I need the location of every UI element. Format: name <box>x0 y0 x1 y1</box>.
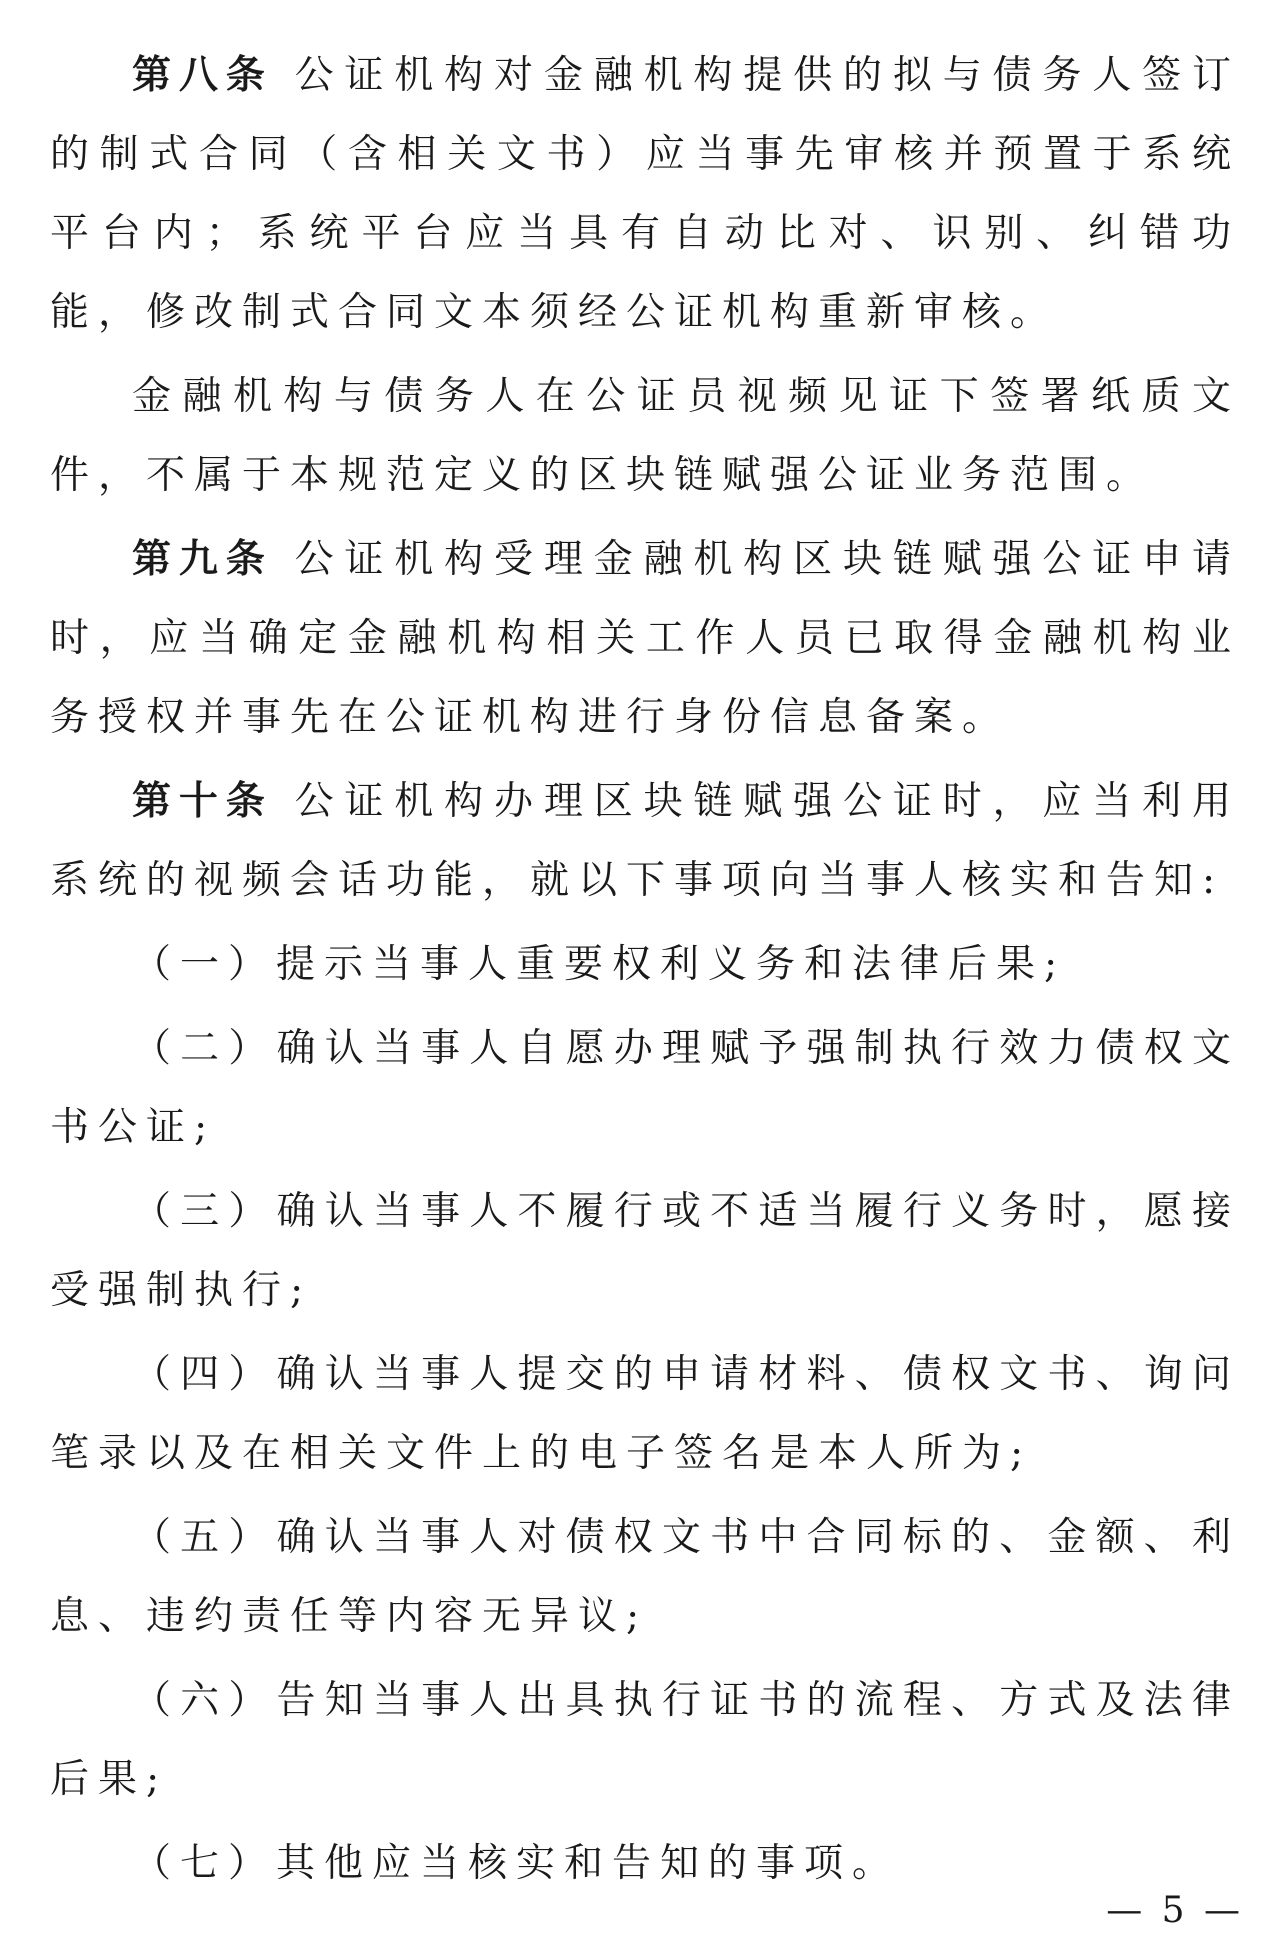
article-10-paragraph <box>50 762 1240 920</box>
list-item-6 <box>50 1661 1240 1819</box>
list-item-1-text: （一）提示当事人重要权利义务和法律后果; <box>132 942 1067 987</box>
article-8-text: 公证机构对金融机构提供的拟与债务人签订的制式合同（含相关文书）应当事先审核并预置于系统平台内；系统平台应当具有自动比对、识别、纠错功能，修改制式合同文本须经公证机构重新审核。 <box>50 53 1240 335</box>
article-10-text: 公证机构办理区块链赋强公证时，应当利用系统的视频会话功能，就以下事项向当事人核实和告知: <box>50 779 1240 903</box>
article-8-supplement-paragraph <box>50 357 1240 515</box>
article-9-text: 公证机构受理金融机构区块链赋强公证申请时，应当确定金融机构相关工作人员已取得金融机构业务授权并事先在公证机构进行身份信息备案。 <box>50 537 1240 740</box>
list-item-6-text: （六）告知当事人出具执行证书的流程、方式及法律后果; <box>50 1678 1240 1802</box>
list-item-4 <box>50 1335 1240 1493</box>
list-item-5 <box>50 1498 1240 1656</box>
list-item-4-text: （四）确认当事人提交的申请材料、债权文书、询问笔录以及在相关文件上的电子签名是本人所为; <box>50 1352 1240 1476</box>
list-item-5-text: （五）确认当事人对债权文书中合同标的、金额、利息、违约责任等内容无异议; <box>50 1515 1240 1639</box>
list-item-7 <box>50 1824 1240 1903</box>
article-8-label: 第八条 <box>132 53 273 98</box>
article-8-supplement-text: 金融机构与债务人在公证员视频见证下签署纸质文件，不属于本规范定义的区块链赋强公证业务范围。 <box>50 374 1240 498</box>
list-item-2 <box>50 1009 1240 1167</box>
article-9-paragraph <box>50 520 1240 757</box>
list-item-3-text: （三）确认当事人不履行或不适当履行义务时，愿接受强制执行; <box>50 1189 1240 1313</box>
list-item-2-text: （二）确认当事人自愿办理赋予强制执行效力债权文书公证; <box>50 1026 1240 1150</box>
list-item-3 <box>50 1172 1240 1330</box>
article-8-paragraph <box>50 36 1240 352</box>
page-number: — 5 — <box>1106 1890 1244 1931</box>
list-item-7-text: （七）其他应当核实和告知的事项。 <box>132 1841 901 1886</box>
article-9-label: 第九条 <box>132 537 273 582</box>
list-item-1 <box>50 925 1240 1004</box>
article-10-label: 第十条 <box>132 779 273 824</box>
